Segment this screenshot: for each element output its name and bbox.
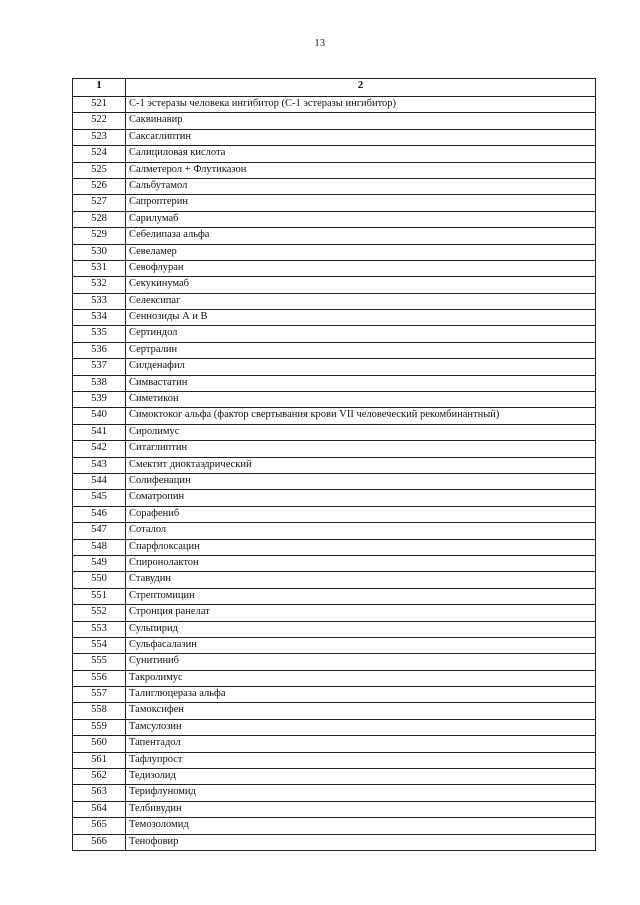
row-number: 544 bbox=[73, 473, 126, 489]
table-header-row bbox=[73, 79, 596, 97]
table-row bbox=[73, 457, 596, 473]
row-number: 549 bbox=[73, 555, 126, 571]
drug-name: Саквинавир bbox=[126, 113, 596, 129]
row-number: 548 bbox=[73, 539, 126, 555]
table-row bbox=[73, 769, 596, 785]
row-number: 557 bbox=[73, 687, 126, 703]
table-row bbox=[73, 146, 596, 162]
table-row bbox=[73, 375, 596, 391]
drug-name: Смектит диоктаэдрический bbox=[126, 457, 596, 473]
table-row bbox=[73, 310, 596, 326]
row-number: 554 bbox=[73, 637, 126, 653]
table-row bbox=[73, 293, 596, 309]
drug-name: Телбивудин bbox=[126, 801, 596, 817]
table-row bbox=[73, 703, 596, 719]
table-row bbox=[73, 670, 596, 686]
drug-name: Силденафил bbox=[126, 359, 596, 375]
column-header-name: 2 bbox=[126, 79, 596, 97]
page-number: 13 bbox=[314, 38, 326, 49]
table-body bbox=[73, 97, 596, 851]
drug-name: С-1 эстеразы человека ингибитор (С-1 эстеразы ингибитор) bbox=[126, 97, 596, 113]
drug-name: Терифлуномид bbox=[126, 785, 596, 801]
drug-name: Сертиндол bbox=[126, 326, 596, 342]
table-row bbox=[73, 605, 596, 621]
row-number: 561 bbox=[73, 752, 126, 768]
drug-name: Саксаглиптин bbox=[126, 129, 596, 145]
table-row bbox=[73, 424, 596, 440]
row-number: 555 bbox=[73, 654, 126, 670]
row-number: 558 bbox=[73, 703, 126, 719]
table-row bbox=[73, 260, 596, 276]
drug-name: Севеламер bbox=[126, 244, 596, 260]
drug-name: Севофлуран bbox=[126, 260, 596, 276]
drug-name: Темозоломид bbox=[126, 818, 596, 834]
table-row bbox=[73, 277, 596, 293]
row-number: 556 bbox=[73, 670, 126, 686]
table-row bbox=[73, 129, 596, 145]
table-row bbox=[73, 572, 596, 588]
drug-name: Сульфасалазин bbox=[126, 637, 596, 653]
drug-name: Тамоксифен bbox=[126, 703, 596, 719]
drug-name: Соматропин bbox=[126, 490, 596, 506]
drug-name: Сапроптерин bbox=[126, 195, 596, 211]
table-row bbox=[73, 555, 596, 571]
table-row bbox=[73, 211, 596, 227]
row-number: 521 bbox=[73, 97, 126, 113]
table-row bbox=[73, 736, 596, 752]
drug-name: Солифенацин bbox=[126, 473, 596, 489]
row-number: 546 bbox=[73, 506, 126, 522]
row-number: 542 bbox=[73, 441, 126, 457]
row-number: 530 bbox=[73, 244, 126, 260]
drug-name: Спарфлоксацин bbox=[126, 539, 596, 555]
row-number: 545 bbox=[73, 490, 126, 506]
row-number: 532 bbox=[73, 277, 126, 293]
row-number: 527 bbox=[73, 195, 126, 211]
drug-name: Себелипаза альфа bbox=[126, 228, 596, 244]
table-row bbox=[73, 801, 596, 817]
row-number: 547 bbox=[73, 523, 126, 539]
row-number: 540 bbox=[73, 408, 126, 424]
row-number: 541 bbox=[73, 424, 126, 440]
row-number: 565 bbox=[73, 818, 126, 834]
table-row bbox=[73, 97, 596, 113]
drug-name: Сарилумаб bbox=[126, 211, 596, 227]
table-row bbox=[73, 539, 596, 555]
drug-name: Симетикон bbox=[126, 392, 596, 408]
drug-name: Селексипаг bbox=[126, 293, 596, 309]
table-row bbox=[73, 588, 596, 604]
drug-list-table bbox=[72, 78, 596, 851]
table-row bbox=[73, 244, 596, 260]
drug-name: Талиглюцераза альфа bbox=[126, 687, 596, 703]
drug-name: Сульпирид bbox=[126, 621, 596, 637]
row-number: 553 bbox=[73, 621, 126, 637]
row-number: 551 bbox=[73, 588, 126, 604]
table-row bbox=[73, 621, 596, 637]
table-row bbox=[73, 506, 596, 522]
drug-name: Сиролимус bbox=[126, 424, 596, 440]
table-row bbox=[73, 228, 596, 244]
row-number: 538 bbox=[73, 375, 126, 391]
row-number: 529 bbox=[73, 228, 126, 244]
row-number: 534 bbox=[73, 310, 126, 326]
table-row bbox=[73, 162, 596, 178]
drug-name: Симвастатин bbox=[126, 375, 596, 391]
row-number: 537 bbox=[73, 359, 126, 375]
table-row bbox=[73, 490, 596, 506]
row-number: 566 bbox=[73, 834, 126, 850]
drug-name: Спиронолактон bbox=[126, 555, 596, 571]
drug-name: Сальбутамол bbox=[126, 178, 596, 194]
drug-name: Салметерол + Флутиказон bbox=[126, 162, 596, 178]
column-header-number: 1 bbox=[73, 79, 126, 97]
drug-name: Тамсулозин bbox=[126, 719, 596, 735]
drug-name: Стрептомицин bbox=[126, 588, 596, 604]
drug-name: Секукинумаб bbox=[126, 277, 596, 293]
table-row bbox=[73, 523, 596, 539]
row-number: 559 bbox=[73, 719, 126, 735]
row-number: 525 bbox=[73, 162, 126, 178]
table-row bbox=[73, 785, 596, 801]
drug-name: Тенофовир bbox=[126, 834, 596, 850]
table-row bbox=[73, 113, 596, 129]
drug-name: Ставудин bbox=[126, 572, 596, 588]
table-row bbox=[73, 408, 596, 424]
drug-name: Тапентадол bbox=[126, 736, 596, 752]
row-number: 535 bbox=[73, 326, 126, 342]
row-number: 563 bbox=[73, 785, 126, 801]
drug-name: Сунитиниб bbox=[126, 654, 596, 670]
table-row bbox=[73, 834, 596, 850]
row-number: 562 bbox=[73, 769, 126, 785]
table-row bbox=[73, 719, 596, 735]
row-number: 526 bbox=[73, 178, 126, 194]
table-row bbox=[73, 342, 596, 358]
row-number: 550 bbox=[73, 572, 126, 588]
drug-name: Соталол bbox=[126, 523, 596, 539]
table-row bbox=[73, 359, 596, 375]
row-number: 539 bbox=[73, 392, 126, 408]
row-number: 564 bbox=[73, 801, 126, 817]
drug-name: Салициловая кислота bbox=[126, 146, 596, 162]
drug-name: Такролимус bbox=[126, 670, 596, 686]
drug-name: Сорафениб bbox=[126, 506, 596, 522]
drug-name: Стронция ранелат bbox=[126, 605, 596, 621]
row-number: 552 bbox=[73, 605, 126, 621]
row-number: 523 bbox=[73, 129, 126, 145]
drug-name: Сертралин bbox=[126, 342, 596, 358]
table-row bbox=[73, 818, 596, 834]
table-row bbox=[73, 178, 596, 194]
row-number: 528 bbox=[73, 211, 126, 227]
row-number: 531 bbox=[73, 260, 126, 276]
table-row bbox=[73, 637, 596, 653]
drug-name: Сеннозиды А и В bbox=[126, 310, 596, 326]
row-number: 543 bbox=[73, 457, 126, 473]
row-number: 524 bbox=[73, 146, 126, 162]
table-row bbox=[73, 392, 596, 408]
table-row bbox=[73, 473, 596, 489]
drug-name: Ситаглиптин bbox=[126, 441, 596, 457]
table-row bbox=[73, 326, 596, 342]
row-number: 522 bbox=[73, 113, 126, 129]
row-number: 560 bbox=[73, 736, 126, 752]
row-number: 536 bbox=[73, 342, 126, 358]
table-row bbox=[73, 687, 596, 703]
drug-name: Тедизолид bbox=[126, 769, 596, 785]
drug-name: Симоктоког альфа (фактор свертывания крови VII человеческий рекомбинантный) bbox=[126, 408, 596, 424]
table-row bbox=[73, 654, 596, 670]
row-number: 533 bbox=[73, 293, 126, 309]
table-row bbox=[73, 441, 596, 457]
table-row bbox=[73, 752, 596, 768]
table-row bbox=[73, 195, 596, 211]
drug-name: Тафлупрост bbox=[126, 752, 596, 768]
